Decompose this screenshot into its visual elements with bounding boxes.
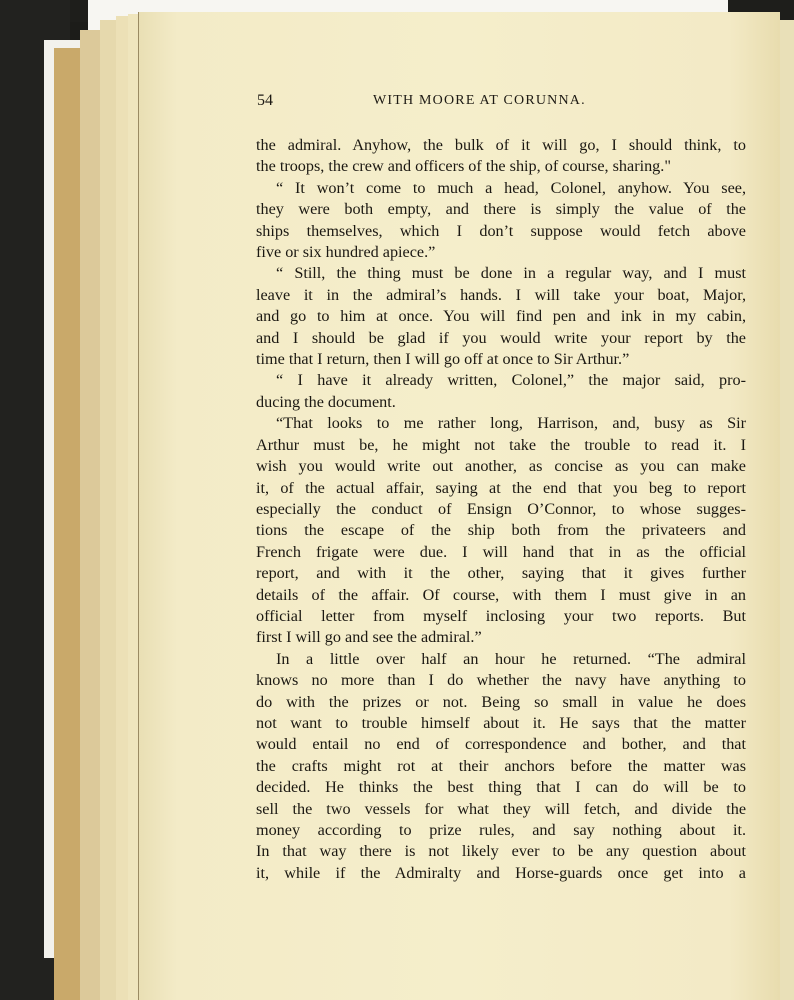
text-line: five or six hundred apiece.” xyxy=(256,243,436,262)
text-line: “That looks to me rather long, Harrison, and, busy as Sir xyxy=(276,414,746,433)
text-line: it, while if the Admiralty and Horse-guards once get into a xyxy=(256,863,746,882)
text-line: sell the two vessels for what they will fetch, and divide the xyxy=(256,799,746,818)
text-line: the crafts might rot at their anchors before the matter was xyxy=(256,756,746,775)
text-line: time that I return, then I will go off at once to Sir Arthur.” xyxy=(256,350,630,369)
text-line: do with the prizes or not. Being so small in value he does xyxy=(256,692,746,711)
text-line: “ I have it already written, Colonel,” the major said, pro- xyxy=(276,371,746,390)
running-title: WITH MOORE AT CORUNNA. xyxy=(373,93,586,108)
text-line: official letter from myself inclosing your two reports. But xyxy=(256,606,746,625)
text-line: details of the affair. Of course, with them I must give in an xyxy=(256,585,746,604)
text-line: first I will go and see the admiral.” xyxy=(256,628,482,647)
book-page xyxy=(138,12,780,1000)
text-line: tions the escape of the ship both from the privateers and xyxy=(256,521,746,540)
text-line: French frigate were due. I will hand that in as the official xyxy=(256,542,746,561)
text-line: wish you would write out another, as concise as you can make xyxy=(256,457,746,476)
text-line: ducing the document. xyxy=(256,392,396,411)
text-line: money according to prize rules, and say nothing about it. xyxy=(256,821,746,839)
text-line: report, and with it the other, saying that it gives further xyxy=(256,564,746,583)
text-line: decided. He thinks the best thing that I can do will be to xyxy=(256,778,746,797)
text-line: they were both empty, and there is simply the value of the xyxy=(256,200,746,219)
text-line: the admiral. Anyhow, the bulk of it will go, I should think, to xyxy=(256,136,746,154)
body-text xyxy=(256,135,746,884)
text-line: knows no more than I do whether the navy have anything to xyxy=(256,671,746,690)
text-line: not want to trouble himself about it. He says that the matter xyxy=(256,713,746,732)
facing-page-edge xyxy=(779,20,794,1000)
page-number: 54 xyxy=(257,92,273,109)
text-line: In a little over half an hour he returned. “The admiral xyxy=(276,649,746,668)
text-line: would entail no end of correspondence and bother, and that xyxy=(256,735,746,754)
text-line: especially the conduct of Ensign O’Connor, to whose sugges- xyxy=(256,499,746,518)
text-line: it, of the actual affair, saying at the end that you beg to report xyxy=(256,478,746,497)
text-line: “ Still, the thing must be done in a regular way, and I must xyxy=(276,264,746,283)
text-line: “ It won’t come to much a head, Colonel, anyhow. You see, xyxy=(276,178,746,197)
text-line: leave it in the admiral’s hands. I will take your boat, Major, xyxy=(256,285,746,304)
text-line: the troops, the crew and officers of the ship, of course, sharing." xyxy=(256,157,671,176)
text-line: and go to him at once. You will find pen and ink in my cabin, xyxy=(256,307,746,326)
text-line: Arthur must be, he might not take the trouble to read it. I xyxy=(256,435,746,454)
page-header xyxy=(257,92,745,116)
text-line: ships themselves, which I don’t suppose would fetch above xyxy=(256,221,746,240)
text-line: In that way there is not likely ever to be any question about xyxy=(256,842,746,861)
text-line: and I should be glad if you would write your report by the xyxy=(256,328,746,347)
